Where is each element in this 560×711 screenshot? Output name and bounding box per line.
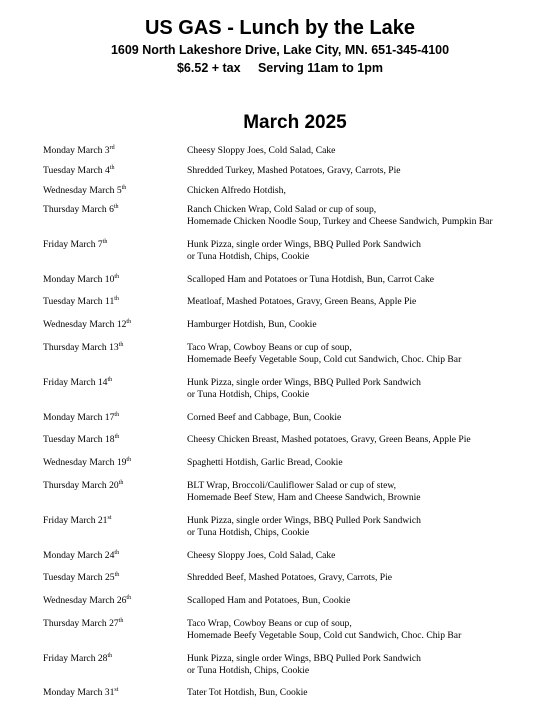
menu-day-text: Thursday March 20	[43, 480, 119, 491]
menu-day	[43, 480, 123, 492]
menu-day-ordinal: th	[113, 203, 119, 210]
menu-meal-line: Hamburger Hotdish, Bun, Cookie	[187, 319, 317, 330]
menu-meal	[187, 653, 421, 677]
menu-day	[43, 165, 114, 177]
menu-day-text: Friday March 14	[43, 377, 108, 388]
menu-day-ordinal: th	[109, 164, 115, 171]
menu-day-text: Monday March 3	[43, 145, 110, 156]
price-hours-line: $6.52 + tax Serving 11am to 1pm	[176, 61, 383, 75]
menu-day	[43, 239, 107, 251]
menu-meal-line: Ranch Chicken Wrap, Cold Salad or cup of soup,	[187, 204, 377, 215]
menu-day-ordinal: th	[107, 376, 113, 383]
menu-day-text: Wednesday March 5	[43, 185, 122, 196]
menu-meal	[187, 412, 341, 424]
menu-day-text: Monday March 17	[43, 412, 115, 423]
menu-meal-line: Hunk Pizza, single order Wings, BBQ Pulled Pork Sandwich	[187, 239, 421, 250]
menu-day	[43, 595, 131, 607]
menu-day	[43, 572, 119, 584]
menu-meal	[187, 145, 335, 157]
menu-day-ordinal: st	[114, 686, 119, 693]
menu-day-ordinal: th	[121, 184, 127, 191]
menu-meal-line: or Tuna Hotdish, Chips, Cookie	[187, 665, 310, 676]
menu-meal-line: Hunk Pizza, single order Wings, BBQ Pulled Pork Sandwich	[187, 653, 421, 664]
menu-day-ordinal: th	[107, 652, 113, 659]
menu-meal-line: Cheesy Sloppy Joes, Cold Salad, Cake	[187, 145, 336, 156]
menu-day	[43, 687, 118, 699]
menu-day	[43, 296, 119, 308]
menu-day	[43, 515, 112, 527]
menu-meal	[187, 687, 308, 699]
menu-meal-line: Corned Beef and Cabbage, Bun, Cookie	[187, 412, 342, 423]
address-line: 1609 North Lakeshore Drive, Lake City, MN. 651-345-4100	[110, 43, 450, 57]
menu-meal-line: Scalloped Ham and Potatoes, Bun, Cookie	[187, 595, 351, 606]
menu-day-ordinal: th	[118, 617, 124, 624]
menu-meal-line: Homemade Beefy Vegetable Soup, Cold cut Sandwich, Choc. Chip Bar	[187, 630, 462, 641]
menu-meal	[187, 457, 343, 469]
menu-day-text: Tuesday March 4	[43, 165, 110, 176]
menu-day-text: Monday March 10	[43, 274, 115, 285]
menu-day	[43, 412, 119, 424]
menu-meal	[187, 480, 421, 504]
menu-day-text: Friday March 21	[43, 515, 108, 526]
menu-day-text: Friday March 7	[43, 239, 103, 250]
menu-day	[43, 145, 115, 157]
menu-meal	[187, 434, 471, 446]
menu-day	[43, 434, 119, 446]
menu-day	[43, 550, 119, 562]
menu-day-ordinal: th	[114, 273, 120, 280]
menu-day-ordinal: th	[102, 238, 108, 245]
menu-meal-line: or Tuna Hotdish, Chips, Cookie	[187, 251, 310, 262]
menu-day-text: Thursday March 13	[43, 342, 119, 353]
menu-day-ordinal: th	[126, 318, 132, 325]
menu-meal	[187, 319, 317, 331]
menu-day	[43, 185, 126, 197]
menu-meal-line: Homemade Chicken Noodle Soup, Turkey and Cheese Sandwich, Pumpkin Bar	[187, 216, 493, 227]
menu-day-ordinal: th	[114, 549, 120, 556]
menu-meal-line: Tater Tot Hotdish, Bun, Cookie	[187, 687, 308, 698]
menu-meal-line: Homemade Beefy Vegetable Soup, Cold cut Sandwich, Choc. Chip Bar	[187, 354, 462, 365]
menu-day-text: Tuesday March 18	[43, 434, 115, 445]
menu-meal-line: or Tuna Hotdish, Chips, Cookie	[187, 527, 310, 538]
menu-day-text: Monday March 24	[43, 550, 115, 561]
menu-meal	[187, 185, 286, 197]
menu-day-text: Tuesday March 11	[43, 296, 115, 307]
menu-meal-line: Spaghetti Hotdish, Garlic Bread, Cookie	[187, 457, 343, 468]
menu-day-ordinal: rd	[109, 144, 115, 151]
menu-day-ordinal: th	[114, 295, 119, 302]
menu-meal	[187, 515, 421, 539]
menu-meal-line: BLT Wrap, Broccoli/Cauliflower Salad or cup of stew,	[187, 480, 397, 491]
menu-day-ordinal: th	[118, 341, 124, 348]
menu-meal	[187, 595, 350, 607]
menu-meal-line: Cheesy Sloppy Joes, Cold Salad, Cake	[187, 550, 336, 561]
menu-day-ordinal: th	[114, 433, 120, 440]
menu-day-text: Thursday March 27	[43, 618, 119, 629]
menu-meal-line: Taco Wrap, Cowboy Beans or cup of soup,	[187, 618, 352, 629]
menu-meal	[187, 296, 416, 308]
menu-meal-line: Taco Wrap, Cowboy Beans or cup of soup,	[187, 342, 352, 353]
menu-meal	[187, 342, 461, 366]
menu-day-text: Thursday March 6	[43, 204, 114, 215]
menu-day-text: Wednesday March 12	[43, 319, 127, 330]
menu-meal-line: Scalloped Ham and Potatoes or Tuna Hotdish, Bun, Carrot Cake	[187, 274, 435, 285]
page-title: US GAS - Lunch by the Lake	[144, 17, 416, 39]
menu-meal-line: Meatloaf, Mashed Potatoes, Gravy, Green Beans, Apple Pie	[187, 296, 417, 307]
menu-day	[43, 457, 131, 469]
menu-meal-line: Cheesy Chicken Breast, Mashed potatoes, Gravy, Green Beans, Apple Pie	[187, 434, 471, 445]
menu-day-text: Tuesday March 25	[43, 572, 115, 583]
menu-meal	[187, 377, 421, 401]
menu-meal	[187, 274, 434, 286]
menu-day-ordinal: th	[126, 456, 132, 463]
month-heading: March 2025	[243, 112, 347, 133]
menu-day	[43, 377, 112, 389]
menu-day-ordinal: th	[126, 594, 132, 601]
menu-day-text: Friday March 28	[43, 653, 108, 664]
menu-day	[43, 274, 119, 286]
menu-day	[43, 342, 123, 354]
menu-meal	[187, 239, 421, 263]
menu-meal	[187, 550, 335, 562]
menu-meal-line: Shredded Beef, Mashed Potatoes, Gravy, Carrots, Pie	[187, 572, 393, 583]
menu-meal	[187, 165, 401, 177]
menu-meal-line: Chicken Alfredo Hotdish,	[187, 185, 286, 196]
menu-meal-line: Hunk Pizza, single order Wings, BBQ Pulled Pork Sandwich	[187, 377, 421, 388]
menu-day-ordinal: th	[114, 411, 120, 418]
menu-day	[43, 653, 112, 665]
menu-meal-line: Hunk Pizza, single order Wings, BBQ Pulled Pork Sandwich	[187, 515, 421, 526]
menu-meal	[187, 618, 461, 642]
menu-meal-line: or Tuna Hotdish, Chips, Cookie	[187, 389, 310, 400]
menu-day-ordinal: th	[114, 571, 120, 578]
menu-day-ordinal: th	[118, 479, 124, 486]
menu-day-text: Wednesday March 26	[43, 595, 127, 606]
menu-day	[43, 618, 123, 630]
menu-day	[43, 319, 131, 331]
menu-meal-line: Shredded Turkey, Mashed Potatoes, Gravy, Carrots, Pie	[187, 165, 401, 176]
menu-meal-line: Homemade Beef Stew, Ham and Cheese Sandwich, Brownie	[187, 492, 421, 503]
menu-day-ordinal: st	[107, 514, 112, 521]
menu-day-text: Wednesday March 19	[43, 457, 127, 468]
menu-meal	[187, 204, 493, 228]
menu-day	[43, 204, 119, 216]
menu-meal	[187, 572, 392, 584]
menu-day-text: Monday March 31	[43, 687, 115, 698]
